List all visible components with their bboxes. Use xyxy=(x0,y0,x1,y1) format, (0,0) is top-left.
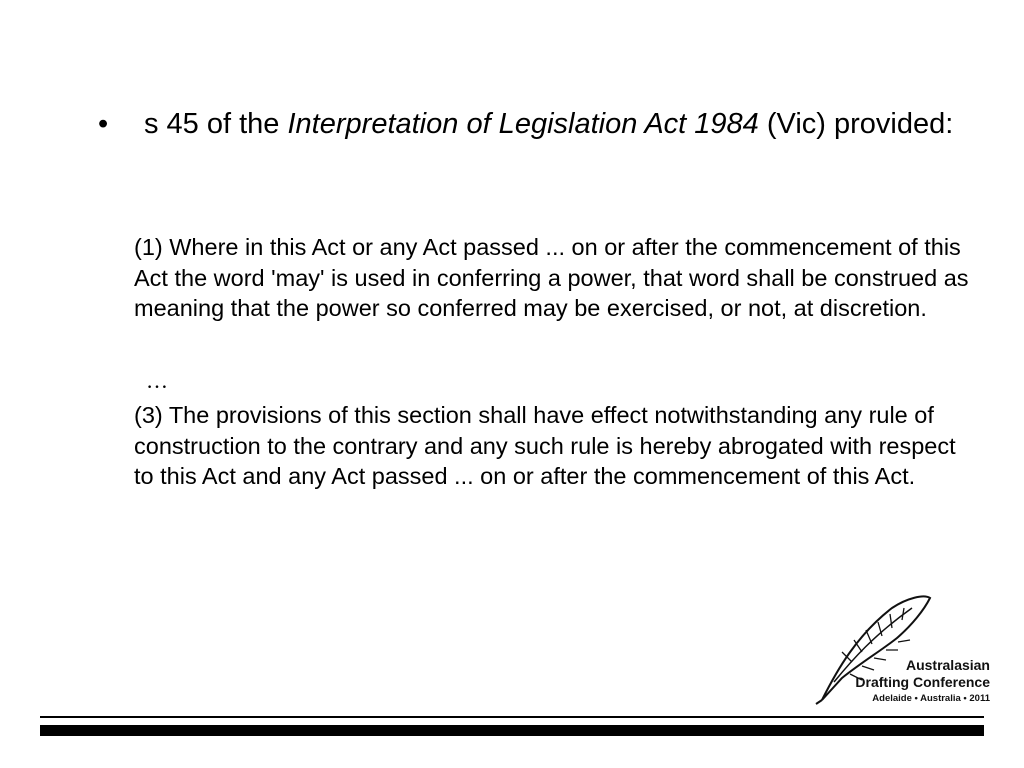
act-title: Interpretation of Legislation Act 1984 xyxy=(287,108,759,140)
logo-line-australasian: Australasian xyxy=(905,657,990,673)
logo-line-location-year: Adelaide • Australia • 2011 xyxy=(872,693,990,704)
quote-paragraph-1: (1) Where in this Act or any Act passed ... on or after the commencement of this Act the word 'may' is used in conferring a power, that word shall be construed as meaning that the power so conferred may be exercised, or not, at discretion. xyxy=(134,234,969,321)
footer-rule-thick xyxy=(40,725,984,736)
bullet-point xyxy=(98,106,978,143)
logo-line-drafting-conference: Drafting Conference xyxy=(855,674,990,690)
bullet-text xyxy=(144,106,974,143)
bullet-marker: • xyxy=(98,108,109,140)
bullet-text-after: (Vic) provided: xyxy=(758,108,954,140)
quote-ellipsis: … xyxy=(146,368,168,393)
quote-paragraph-3: (3) The provisions of this section shall have effect notwithstanding any rule of construction to the contrary and any such rule is hereby abrogated with respect to this Act and any Act passed ... on or after the commencement of this Act. xyxy=(134,402,956,489)
bullet-text-before: s 45 of the xyxy=(144,108,288,140)
footer-rule-thin xyxy=(40,716,984,718)
conference-logo xyxy=(812,590,992,710)
